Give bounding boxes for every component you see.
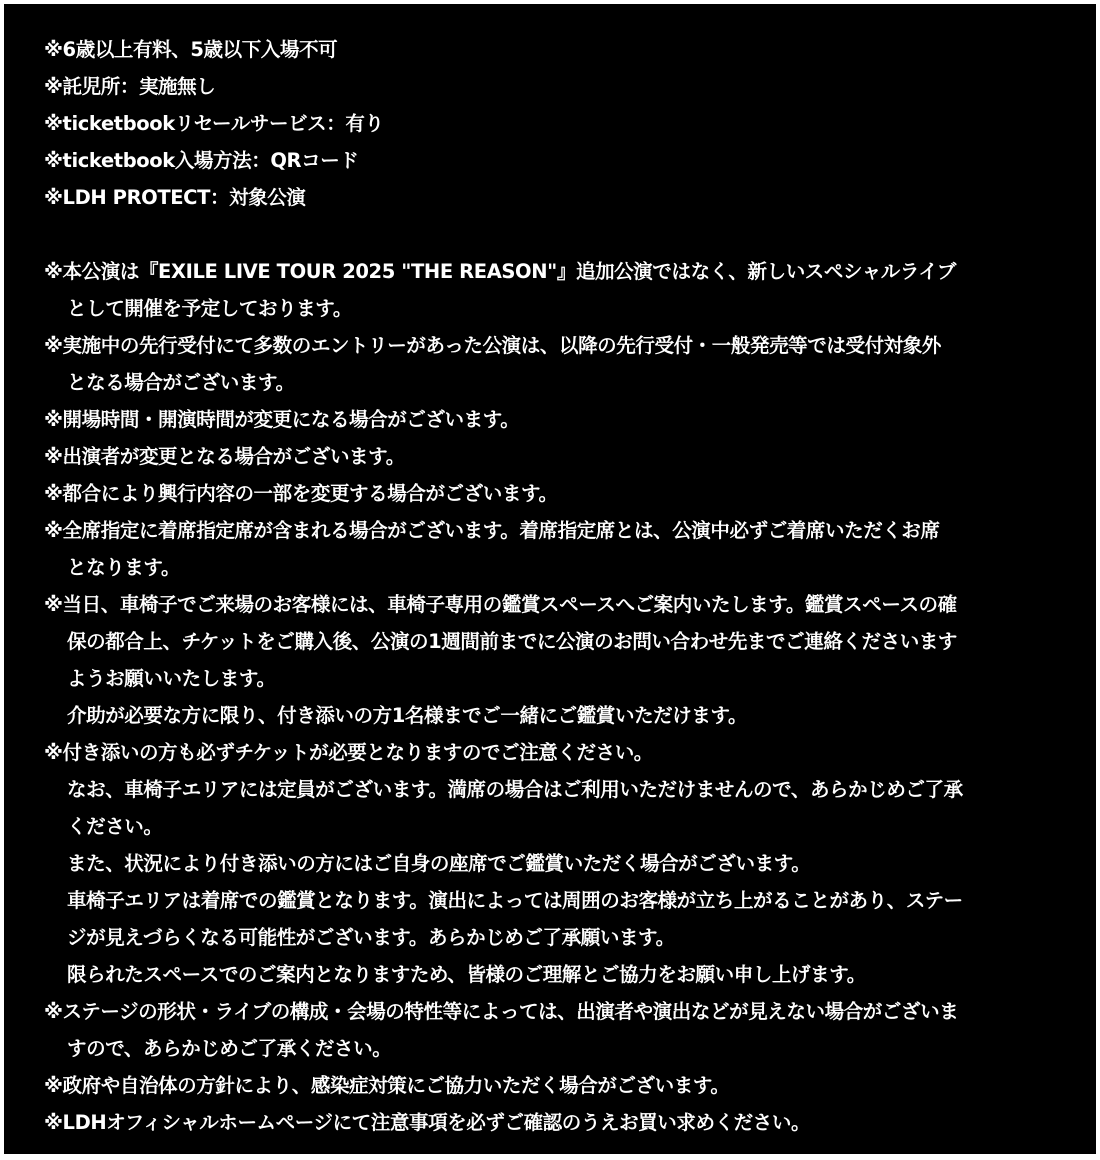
- note-line: 介助が必要な方に限り、付き添いの方1名様までご一緒にご鑑賞いただけます。: [67, 704, 748, 727]
- info-line: ※6歳以上有料、5歳以下入場不可: [44, 38, 338, 61]
- note-line: ※出演者が変更となる場合がございます。: [44, 445, 405, 468]
- section-spacer: [44, 216, 1096, 253]
- note-line: すので、あらかじめご了承ください。: [67, 1037, 392, 1060]
- note-line: ジが見えづらくなる可能性がございます。あらかじめご了承願います。: [67, 926, 675, 949]
- note-line: 保の都合上、チケットをご購入後、公演の1週間前までに公演のお問い合わせ先までご連絡くださいます: [67, 630, 958, 653]
- notes-list: [44, 253, 1096, 1141]
- note-line: ※ステージの形状・ライブの構成・会場の特性等によっては、出演者や演出などが見えない場合がございま: [44, 1000, 959, 1023]
- basic-info-list: [44, 31, 1096, 216]
- note-line: なお、車椅子エリアには定員がございます。満席の場合はご利用いただけませんので、あらかじめご了承: [67, 778, 963, 801]
- note-line: ※実施中の先行受付にて多数のエントリーがあった公演は、以降の先行受付・一般発売等では受付対象外: [44, 334, 941, 357]
- note-line: ※付き添いの方も必ずチケットが必要となりますのでご注意ください。: [44, 741, 653, 764]
- note-line: ※全席指定に着席指定席が含まれる場合がございます。着席指定席とは、公演中必ずご着席いただくお席: [44, 519, 940, 542]
- note-line: ※本公演は『EXILE LIVE TOUR 2025 "THE REASON"』追加公演ではなく、新しいスペシャルライブ: [44, 260, 957, 283]
- note-line: また、状況により付き添いの方にはご自身の座席でご鑑賞いただく場合がございます。: [67, 852, 811, 875]
- note-line: ください。: [67, 815, 163, 838]
- info-line: ※ticketbookリセールサービス：有り: [44, 112, 384, 135]
- note-line: となります。: [67, 556, 181, 579]
- note-line: 車椅子エリアは着席での鑑賞となります。演出によっては周囲のお客様が立ち上がることがあり、ステー: [67, 889, 963, 912]
- info-line: ※LDH PROTECT：対象公演: [44, 186, 306, 209]
- note-line: ※当日、車椅子でご来場のお客様には、車椅子専用の鑑賞スペースへご案内いたします。鑑賞スペースの確: [44, 593, 957, 616]
- note-line: ※都合により興行内容の一部を変更する場合がございます。: [44, 482, 558, 505]
- notice-panel: [4, 4, 1096, 1154]
- note-line: ※政府や自治体の方針により、感染症対策にご協力いただく場合がございます。: [44, 1074, 730, 1097]
- note-line: として開催を予定しております。: [67, 297, 352, 320]
- note-line: ようお願いいたします。: [67, 667, 276, 690]
- note-line: ※LDHオフィシャルホームページにて注意事項を必ずご確認のうえお買い求めください。: [44, 1111, 811, 1134]
- info-line: ※ticketbook入場方法：QRコード: [44, 149, 359, 172]
- info-line: ※託児所：実施無し: [44, 75, 216, 98]
- note-line: となる場合がございます。: [67, 371, 295, 394]
- note-line: 限られたスペースでのご案内となりますため、皆様のご理解とご協力をお願い申し上げます。: [67, 963, 866, 986]
- note-line: ※開場時間・開演時間が変更になる場合がございます。: [44, 408, 520, 431]
